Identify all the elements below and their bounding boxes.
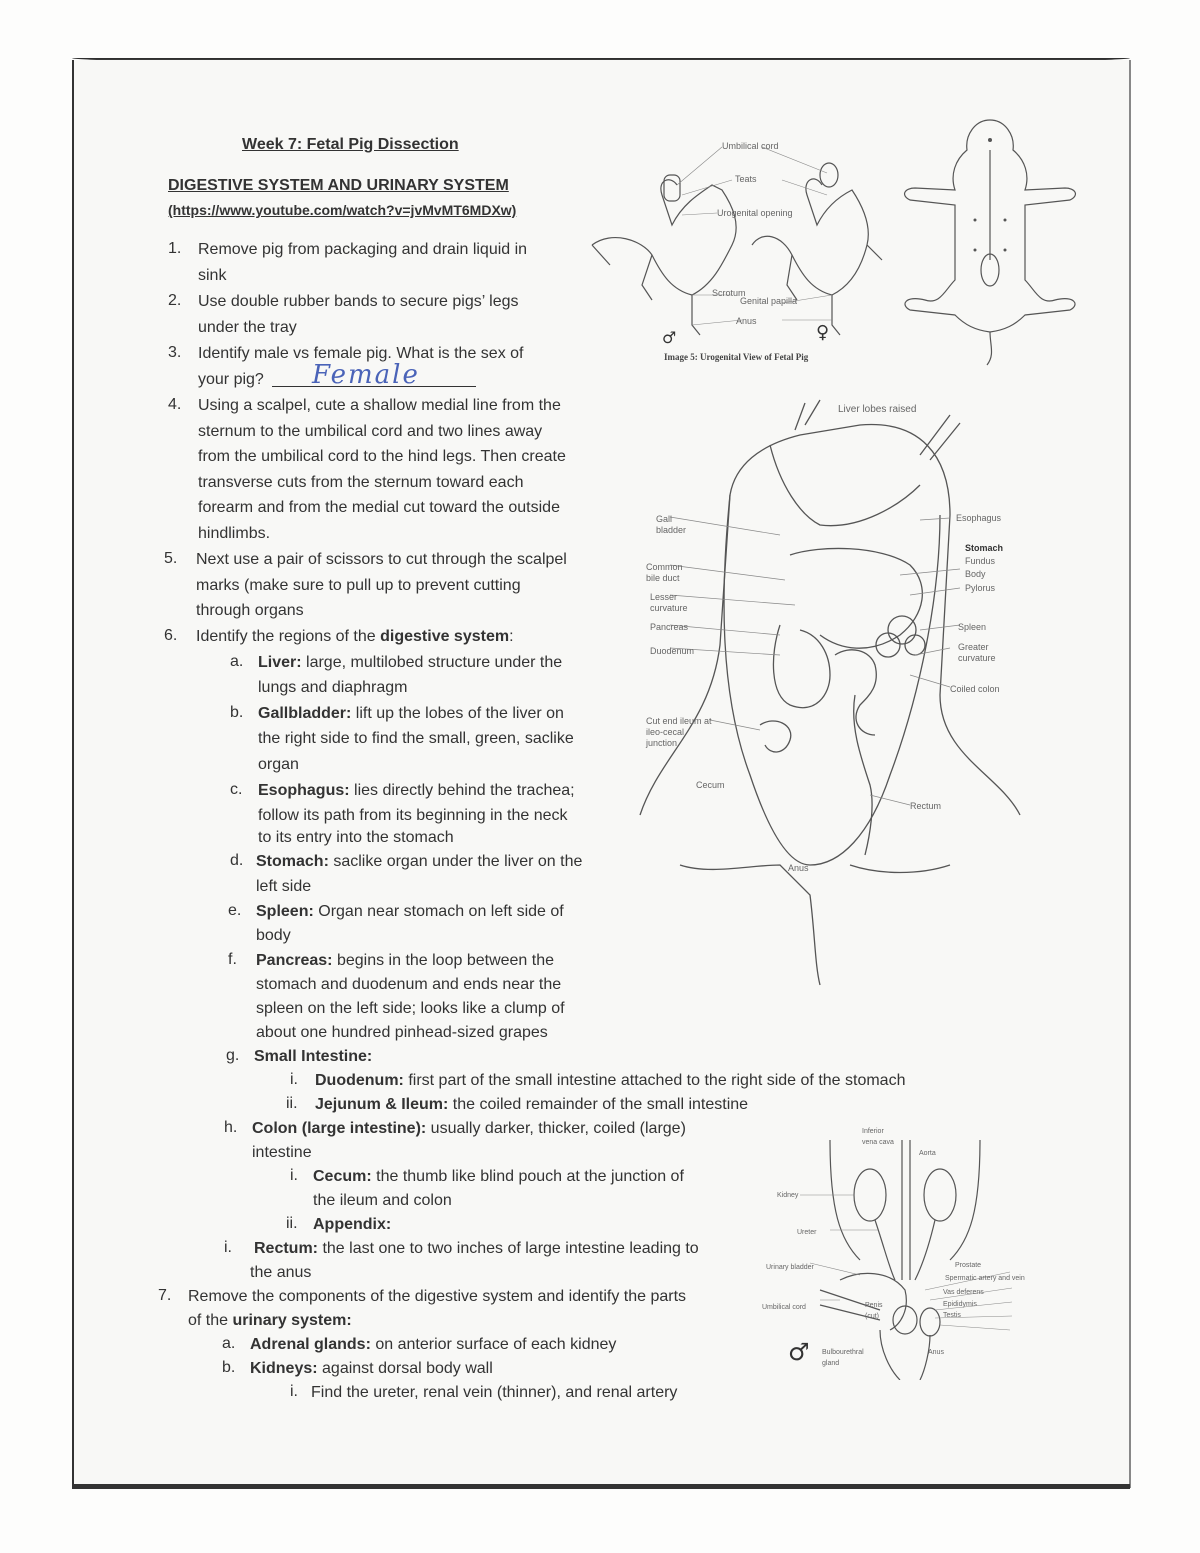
lesser-curvature-label: Lesser curvature xyxy=(650,592,688,613)
step-1-text: sink xyxy=(198,267,227,284)
prostate-label: Prostate xyxy=(955,1262,982,1269)
item-letter: h. xyxy=(224,1119,238,1136)
step-4-text: transverse cuts from the sternum toward each xyxy=(198,474,524,491)
step-number: 7. xyxy=(158,1287,172,1304)
step-number: 1. xyxy=(168,240,182,257)
gallbladder-item: Gallbladder: lift up the lobes of the liver on xyxy=(258,705,564,722)
teats-label: Teats xyxy=(735,174,757,184)
kidney-label: Kidney xyxy=(777,1192,799,1199)
rectum-label: Rectum xyxy=(910,801,942,811)
step-number: 6. xyxy=(164,627,178,644)
page-title: Week 7: Fetal Pig Dissection xyxy=(242,136,459,153)
step-5-text: through organs xyxy=(196,602,304,619)
cecum-item: the ileum and colon xyxy=(313,1192,452,1209)
appendix-item: Appendix: xyxy=(313,1216,392,1233)
pancreas-item: about one hundred pinhead-sized grapes xyxy=(256,1024,548,1041)
ureter-item: Find the ureter, renal vein (thinner), and renal artery xyxy=(311,1384,678,1401)
small-intestine-item: Small Intestine: xyxy=(254,1048,373,1065)
urinary-bladder-label: Urinary bladder xyxy=(766,1264,814,1271)
jejunum-ileum-item: Jejunum & Ileum: the coiled remainder of the small intestine xyxy=(315,1096,749,1113)
step-1-text: Remove pig from packaging and drain liquid in xyxy=(198,241,528,258)
item-roman: i. xyxy=(290,1071,298,1088)
handwritten-answer: Female xyxy=(312,360,420,390)
cecum-label: Cecum xyxy=(696,780,725,790)
item-letter: e. xyxy=(228,902,242,919)
liver-item: lungs and diaphragm xyxy=(258,679,408,696)
item-letter: c. xyxy=(230,781,243,798)
genital-papilla-label: Genital papilla xyxy=(740,296,798,306)
item-letter: d. xyxy=(230,852,244,869)
step-7-text: Remove the components of the digestive system and identify the parts xyxy=(188,1288,687,1305)
stomach-item: left side xyxy=(256,878,312,895)
anus-label: Anus xyxy=(928,1349,944,1356)
step-number: 2. xyxy=(168,292,182,309)
scrotum-label: Scrotum xyxy=(712,288,746,298)
pancreas-item: stomach and duodenum and ends near the xyxy=(256,976,562,993)
pancreas-item: Pancreas: begins in the loop between the xyxy=(256,952,554,969)
esophagus-item: to its entry into the stomach xyxy=(258,829,454,846)
item-letter: f. xyxy=(228,951,237,968)
gall-bladder-label: Gall bladder xyxy=(656,514,687,535)
vas-deferens-label: Vas deferens xyxy=(943,1289,984,1296)
digestive-system-figure xyxy=(620,395,1040,1005)
rectum-item: the anus xyxy=(250,1264,312,1281)
testis-label: Testis xyxy=(943,1312,961,1319)
ureter-label: Ureter xyxy=(797,1229,817,1236)
item-letter: a. xyxy=(222,1335,236,1352)
common-bile-duct-label: Common bile duct xyxy=(646,562,683,583)
step-3-text: Identify male vs female pig. What is the sex of xyxy=(198,345,524,362)
urogenital-opening-label: Urogenital opening xyxy=(717,208,793,218)
step-2-text: Use double rubber bands to secure pigs’ legs xyxy=(198,293,519,310)
item-letter: b. xyxy=(230,704,244,721)
esophagus-item: Esophagus: lies directly behind the trachea; xyxy=(258,782,575,799)
spleen-label: Spleen xyxy=(958,622,987,632)
step-5-text: marks (make sure to pull up to prevent cutting xyxy=(196,577,521,594)
pylorus-label: Pylorus xyxy=(965,583,996,593)
step-4-text: forearm and from the medial cut toward the outside xyxy=(198,499,560,516)
item-roman: i. xyxy=(290,1383,298,1400)
epididymis-label: Epididymis xyxy=(943,1301,977,1308)
item-roman: ii. xyxy=(286,1215,298,1232)
stomach-item: Stomach: saclike organ under the liver on the xyxy=(256,853,583,870)
step-number: 3. xyxy=(168,344,182,361)
fundus-label: Fundus xyxy=(965,556,996,566)
item-roman: ii. xyxy=(286,1095,298,1112)
male-symbol: ♂ xyxy=(788,1338,810,1366)
ventral-pig-outline xyxy=(895,110,1085,370)
greater-curvature-label: Greater curvature xyxy=(958,642,996,663)
step-4-text: from the umbilical cord to the hind legs. Then create xyxy=(198,448,566,465)
cut-end-ileum-label: Cut end ileum at ileo-cecal junction xyxy=(646,716,712,748)
duodenum-label: Duodenum xyxy=(650,646,695,656)
spleen-item: body xyxy=(256,927,291,944)
stomach-label: Stomach xyxy=(965,543,1004,553)
spleen-item: Spleen: Organ near stomach on left side of xyxy=(256,903,564,920)
section-heading: DIGESTIVE SYSTEM AND URINARY SYSTEM xyxy=(168,177,509,194)
anus-label: Anus xyxy=(736,316,757,326)
umbilical-cord-label: Umbilical cord xyxy=(722,141,779,151)
step-7-text: of the urinary system: xyxy=(188,1312,352,1329)
item-letter: b. xyxy=(222,1359,236,1376)
step-2-text: under the tray xyxy=(198,319,297,336)
female-symbol: ♀ xyxy=(816,322,830,343)
urinary-system-figure xyxy=(780,1130,1050,1380)
step-4-text: hindlimbs. xyxy=(198,525,271,542)
video-link[interactable]: (https://www.youtube.com/watch?v=jvMvMT6MDXw) xyxy=(168,202,517,218)
body-label: Body xyxy=(965,569,986,579)
male-symbol: ♂ xyxy=(662,328,677,347)
duodenum-item: Duodenum: first part of the small intestine attached to the right side of the stomach xyxy=(315,1072,906,1089)
gallbladder-item: the right side to find the small, green, saclike xyxy=(258,730,574,747)
spermatic-artery-label: Spermatic artery and vein xyxy=(945,1275,1025,1282)
step-4-text: sternum to the umbilical cord and two lines away xyxy=(198,423,543,440)
esophagus-item: follow its path from its beginning in the neck xyxy=(258,807,568,824)
liver-lobes-label: Liver lobes raised xyxy=(838,404,917,415)
liver-item: Liver: large, multilobed structure under the xyxy=(258,654,563,671)
item-roman: i. xyxy=(290,1167,298,1184)
esophagus-label: Esophagus xyxy=(956,513,1002,523)
rectum-item: Rectum: the last one to two inches of large intestine leading to xyxy=(254,1240,699,1257)
penis-label: Penis (cut) xyxy=(865,1302,883,1320)
step-6-text: Identify the regions of the digestive system: xyxy=(196,628,514,645)
kidneys-item: Kidneys: against dorsal body wall xyxy=(250,1360,493,1377)
pancreas-label: Pancreas xyxy=(650,622,689,632)
anus-label: Anus xyxy=(788,863,809,873)
colon-item: intestine xyxy=(252,1144,312,1161)
figure-caption: Image 5: Urogenital View of Fetal Pig xyxy=(664,352,809,362)
pancreas-item: spleen on the left side; looks like a clump of xyxy=(256,1000,565,1017)
step-4-text: Using a scalpel, cute a shallow medial line from the xyxy=(198,397,561,414)
step-3-text: your pig? xyxy=(198,371,264,388)
paper-bottom-edge xyxy=(72,1484,1130,1489)
aorta-label: Aorta xyxy=(919,1150,936,1157)
vena-cava-label: Inferior vena cava xyxy=(862,1128,894,1146)
step-number: 4. xyxy=(168,396,182,413)
item-letter: g. xyxy=(226,1047,240,1064)
item-letter: i. xyxy=(224,1239,232,1256)
cecum-item: Cecum: the thumb like blind pouch at the junction of xyxy=(313,1168,684,1185)
gallbladder-item: organ xyxy=(258,756,299,773)
item-letter: a. xyxy=(230,653,244,670)
step-number: 5. xyxy=(164,550,178,567)
bulbourethral-label: Bulbourethral gland xyxy=(822,1349,864,1367)
urogenital-figure xyxy=(582,135,902,345)
step-5-text: Next use a pair of scissors to cut through the scalpel xyxy=(196,551,567,568)
colon-item: Colon (large intestine): usually darker, thicker, coiled (large) xyxy=(252,1120,686,1137)
umbilical-cord-label: Umbilical cord xyxy=(762,1304,806,1311)
coiled-colon-label: Coiled colon xyxy=(950,684,1000,694)
adrenal-glands-item: Adrenal glands: on anterior surface of each kidney xyxy=(250,1336,617,1353)
